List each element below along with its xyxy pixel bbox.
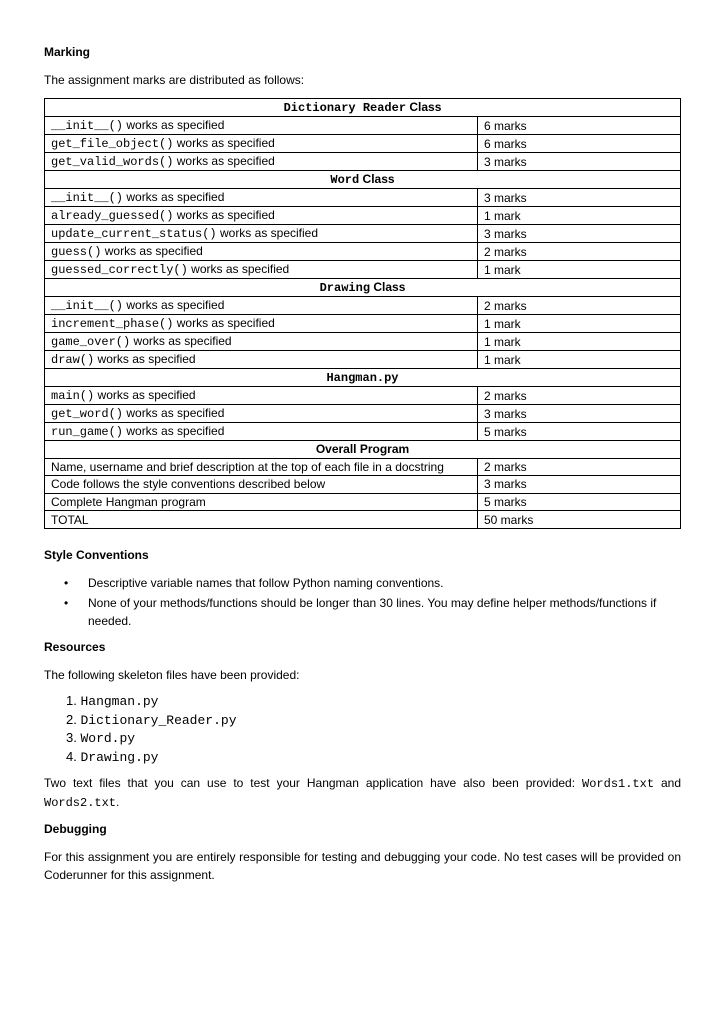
marks-cell: 6 marks <box>478 117 681 135</box>
section-header-row <box>45 279 681 297</box>
table-row <box>45 243 681 261</box>
marks-cell: 1 mark <box>478 207 681 225</box>
criterion-cell: draw() works as specified <box>45 351 478 369</box>
marks-cell: 3 marks <box>478 153 681 171</box>
table-row <box>45 135 681 153</box>
section-header-row <box>45 441 681 459</box>
section-header-row <box>45 369 681 387</box>
table-row <box>45 405 681 423</box>
resources-intro: The following skeleton files have been provided: <box>44 668 300 682</box>
marks-cell: 3 marks <box>478 225 681 243</box>
style-list <box>44 574 681 632</box>
section-title: Hangman.py <box>45 369 681 387</box>
marks-cell: 2 marks <box>478 297 681 315</box>
marking-heading: Marking <box>44 45 91 59</box>
table-row <box>45 315 681 333</box>
marks-cell: 6 marks <box>478 135 681 153</box>
section-title: Word Class <box>45 171 681 189</box>
table-row <box>45 387 681 405</box>
table-row <box>45 493 681 511</box>
total-row <box>45 511 681 529</box>
debugging-paragraph: For this assignment you are entirely responsible for testing and debugging your code. No test cases will be provided on Coderunner for this assignment. <box>44 850 681 882</box>
table-row <box>45 189 681 207</box>
list-item: • None of your methods/functions should be longer than 30 lines. You may define helper methods/functions if needed. <box>64 596 657 628</box>
criterion-cell: main() works as specified <box>45 387 478 405</box>
table-row <box>45 476 681 494</box>
table-row <box>45 333 681 351</box>
marks-cell: 3 marks <box>478 189 681 207</box>
total-label: TOTAL <box>45 511 478 529</box>
marks-cell: 5 marks <box>478 493 681 511</box>
list-item: • Descriptive variable names that follow Python naming conventions. <box>64 576 444 590</box>
list-item: 1. Hangman.py <box>66 693 159 709</box>
marks-cell: 2 marks <box>478 458 681 476</box>
list-item: 2. Dictionary_Reader.py <box>66 711 237 728</box>
criterion-cell: __init__() works as specified <box>45 189 478 207</box>
marks-cell: 1 mark <box>478 351 681 369</box>
criterion-cell: guess() works as specified <box>45 243 478 261</box>
marks-table <box>44 98 681 529</box>
table-row <box>45 297 681 315</box>
bullet-icon: • <box>64 576 69 590</box>
criterion-cell: get_valid_words() works as specified <box>45 153 478 171</box>
section-title: Overall Program <box>45 441 681 459</box>
criterion-cell: get_word() works as specified <box>45 405 478 423</box>
text-files-paragraph: Two text files that you can use to test your Hangman application have also been provided: Words1.txt and Words2.txt. <box>44 776 681 810</box>
criterion-cell: __init__() works as specified <box>45 117 478 135</box>
section-header-row <box>45 171 681 189</box>
criterion-cell: game_over() works as specified <box>45 333 478 351</box>
list-item: 3. Word.py <box>66 730 136 747</box>
bullet-icon: • <box>64 596 69 610</box>
marks-cell: 2 marks <box>478 243 681 261</box>
section-title: Drawing Class <box>45 279 681 297</box>
list-item: 4. Drawing.py <box>66 749 159 766</box>
table-row <box>45 153 681 171</box>
file-list <box>44 692 237 767</box>
total-marks: 50 marks <box>478 511 681 529</box>
marking-intro: The assignment marks are distributed as follows: <box>44 73 305 87</box>
criterion-cell: run_game() works as specified <box>45 423 478 441</box>
resources-heading: Resources <box>44 640 106 654</box>
marks-cell: 1 mark <box>478 315 681 333</box>
criterion-cell: increment_phase() works as specified <box>45 315 478 333</box>
criterion-cell: guessed_correctly() works as specified <box>45 261 478 279</box>
marks-cell: 3 marks <box>478 476 681 494</box>
marks-cell: 3 marks <box>478 405 681 423</box>
marks-cell: 2 marks <box>478 387 681 405</box>
criterion-cell: get_file_object() works as specified <box>45 135 478 153</box>
marks-cell: 1 mark <box>478 261 681 279</box>
debugging-heading: Debugging <box>44 822 107 836</box>
marks-cell: 1 mark <box>478 333 681 351</box>
table-row <box>45 225 681 243</box>
section-header-row <box>45 99 681 117</box>
style-heading: Style Conventions <box>44 548 149 562</box>
table-row <box>45 351 681 369</box>
table-row <box>45 423 681 441</box>
section-title: Dictionary Reader Class <box>45 99 681 117</box>
table-row <box>45 117 681 135</box>
criterion-cell: Code follows the style conventions described below <box>45 476 478 494</box>
table-row <box>45 458 681 476</box>
criterion-cell: __init__() works as specified <box>45 297 478 315</box>
table-row <box>45 207 681 225</box>
criterion-cell: already_guessed() works as specified <box>45 207 478 225</box>
marks-cell: 5 marks <box>478 423 681 441</box>
criterion-cell: Name, username and brief description at the top of each file in a docstring <box>45 458 478 476</box>
criterion-cell: Complete Hangman program <box>45 493 478 511</box>
table-row <box>45 261 681 279</box>
criterion-cell: update_current_status() works as specified <box>45 225 478 243</box>
